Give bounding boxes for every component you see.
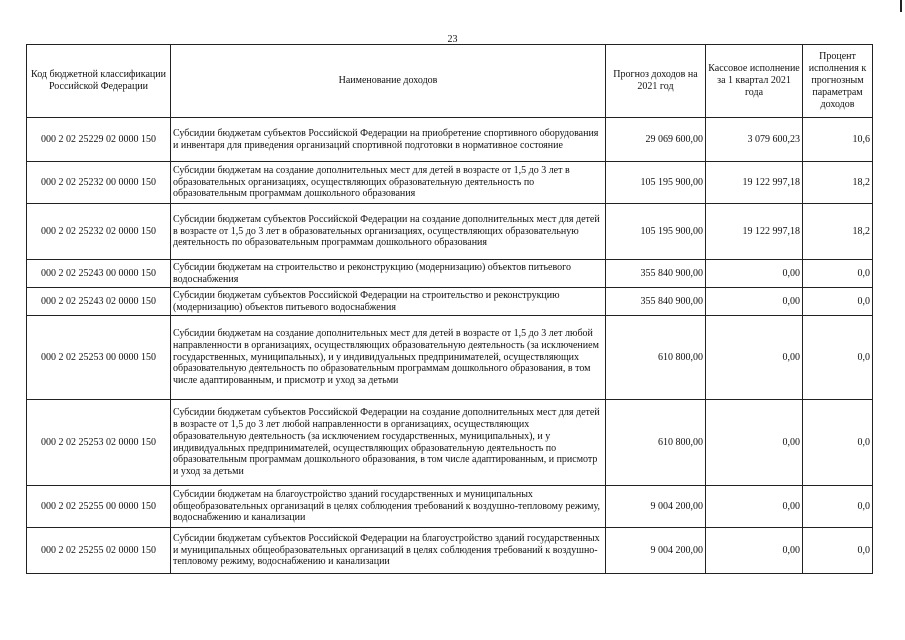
table-row <box>27 528 873 574</box>
page-edge-mark <box>900 0 902 12</box>
table-row <box>27 260 873 288</box>
cell-executed: 19 122 997,18 <box>706 162 803 204</box>
cell-executed: 0,00 <box>706 400 803 486</box>
table-row <box>27 288 873 316</box>
column-header-executed: Кассовое исполнение за 1 квартал 2021 года <box>706 45 803 118</box>
cell-executed: 0,00 <box>706 288 803 316</box>
cell-name: Субсидии бюджетам на строительство и реконструкцию (модернизацию) объектов питьевого водоснабжения <box>171 260 606 288</box>
cell-forecast: 105 195 900,00 <box>606 204 706 260</box>
cell-percent: 0,0 <box>803 288 873 316</box>
cell-percent: 0,0 <box>803 316 873 400</box>
cell-name: Субсидии бюджетам субъектов Российской Федерации на создание дополнительных мест для детей в возрасте от 1,5 до 3 лет в образовательных организациях, осуществляющих образовательную деятельность по образовательным программам дошкольного образования <box>171 204 606 260</box>
cell-forecast: 610 800,00 <box>606 400 706 486</box>
cell-code: 000 2 02 25253 02 0000 150 <box>27 400 171 486</box>
cell-name: Субсидии бюджетам на благоустройство зданий государственных и муниципальных общеобразовательных организаций в целях соблюдения требований к воздушно-тепловому режиму, водоснабжению и канализации <box>171 486 606 528</box>
column-header-forecast: Прогноз доходов на 2021 год <box>606 45 706 118</box>
cell-name: Субсидии бюджетам на создание дополнительных мест для детей в возрасте от 1,5 до 3 лет в образовательных организациях, осуществляющих образовательную деятельность по образовательным программам дошкольного образования <box>171 162 606 204</box>
cell-code: 000 2 02 25253 00 0000 150 <box>27 316 171 400</box>
cell-forecast: 355 840 900,00 <box>606 260 706 288</box>
cell-percent: 18,2 <box>803 204 873 260</box>
cell-code: 000 2 02 25232 02 0000 150 <box>27 204 171 260</box>
cell-forecast: 9 004 200,00 <box>606 486 706 528</box>
table-header-row <box>27 45 873 118</box>
cell-code: 000 2 02 25255 02 0000 150 <box>27 528 171 574</box>
cell-code: 000 2 02 25232 00 0000 150 <box>27 162 171 204</box>
cell-name: Субсидии бюджетам субъектов Российской Федерации на создание дополнительных мест для детей в возрасте от 1,5 до 3 лет любой направленности в организациях, осуществляющих образовательную деятельность (за исключением государственных, муниципальных), и у индивидуальных предпринимателей, осуществляющих образовательную деятельность по образовательным программам дошкольного образования, в том числе адаптированным, и присмотр и уход за детьми <box>171 400 606 486</box>
cell-percent: 10,6 <box>803 118 873 162</box>
cell-percent: 18,2 <box>803 162 873 204</box>
table-row <box>27 486 873 528</box>
cell-executed: 19 122 997,18 <box>706 204 803 260</box>
cell-code: 000 2 02 25243 02 0000 150 <box>27 288 171 316</box>
cell-percent: 0,0 <box>803 400 873 486</box>
cell-name: Субсидии бюджетам субъектов Российской Федерации на благоустройство зданий государственных и муниципальных общеобразовательных организаций в целях соблюдения требований к воздушно-тепловому режиму, водоснабжению и канализации <box>171 528 606 574</box>
cell-code: 000 2 02 25229 02 0000 150 <box>27 118 171 162</box>
cell-executed: 0,00 <box>706 528 803 574</box>
income-table <box>26 44 873 574</box>
cell-executed: 0,00 <box>706 260 803 288</box>
cell-forecast: 9 004 200,00 <box>606 528 706 574</box>
column-header-name: Наименование доходов <box>171 45 606 118</box>
cell-forecast: 29 069 600,00 <box>606 118 706 162</box>
cell-percent: 0,0 <box>803 486 873 528</box>
cell-forecast: 105 195 900,00 <box>606 162 706 204</box>
table-row <box>27 400 873 486</box>
page-number: 23 <box>447 34 458 45</box>
cell-name: Субсидии бюджетам субъектов Российской Федерации на строительство и реконструкцию (модернизацию) объектов питьевого водоснабжения <box>171 288 606 316</box>
cell-executed: 3 079 600,23 <box>706 118 803 162</box>
table-row <box>27 316 873 400</box>
table-row <box>27 204 873 260</box>
cell-forecast: 355 840 900,00 <box>606 288 706 316</box>
table-row <box>27 118 873 162</box>
cell-percent: 0,0 <box>803 528 873 574</box>
cell-code: 000 2 02 25255 00 0000 150 <box>27 486 171 528</box>
table-row <box>27 162 873 204</box>
cell-name: Субсидии бюджетам субъектов Российской Федерации на приобретение спортивного оборудования и инвентаря для приведения организаций спортивной подготовки в нормативное состояние <box>171 118 606 162</box>
cell-executed: 0,00 <box>706 316 803 400</box>
cell-executed: 0,00 <box>706 486 803 528</box>
column-header-percent: Процент исполнения к прогнозным параметрам доходов <box>803 45 873 118</box>
cell-code: 000 2 02 25243 00 0000 150 <box>27 260 171 288</box>
cell-name: Субсидии бюджетам на создание дополнительных мест для детей в возрасте от 1,5 до 3 лет любой направленности в организациях, осуществляющих образовательную деятельность (за исключением государственных, муниципальных), и у индивидуальных предпринимателей, осуществляющих образовательную деятельность по образовательным программам дошкольного образования, в том числе адаптированным, и присмотр и уход за детьми <box>171 316 606 400</box>
cell-forecast: 610 800,00 <box>606 316 706 400</box>
column-header-code: Код бюджетной классификации Российской Федерации <box>27 45 171 118</box>
cell-percent: 0,0 <box>803 260 873 288</box>
